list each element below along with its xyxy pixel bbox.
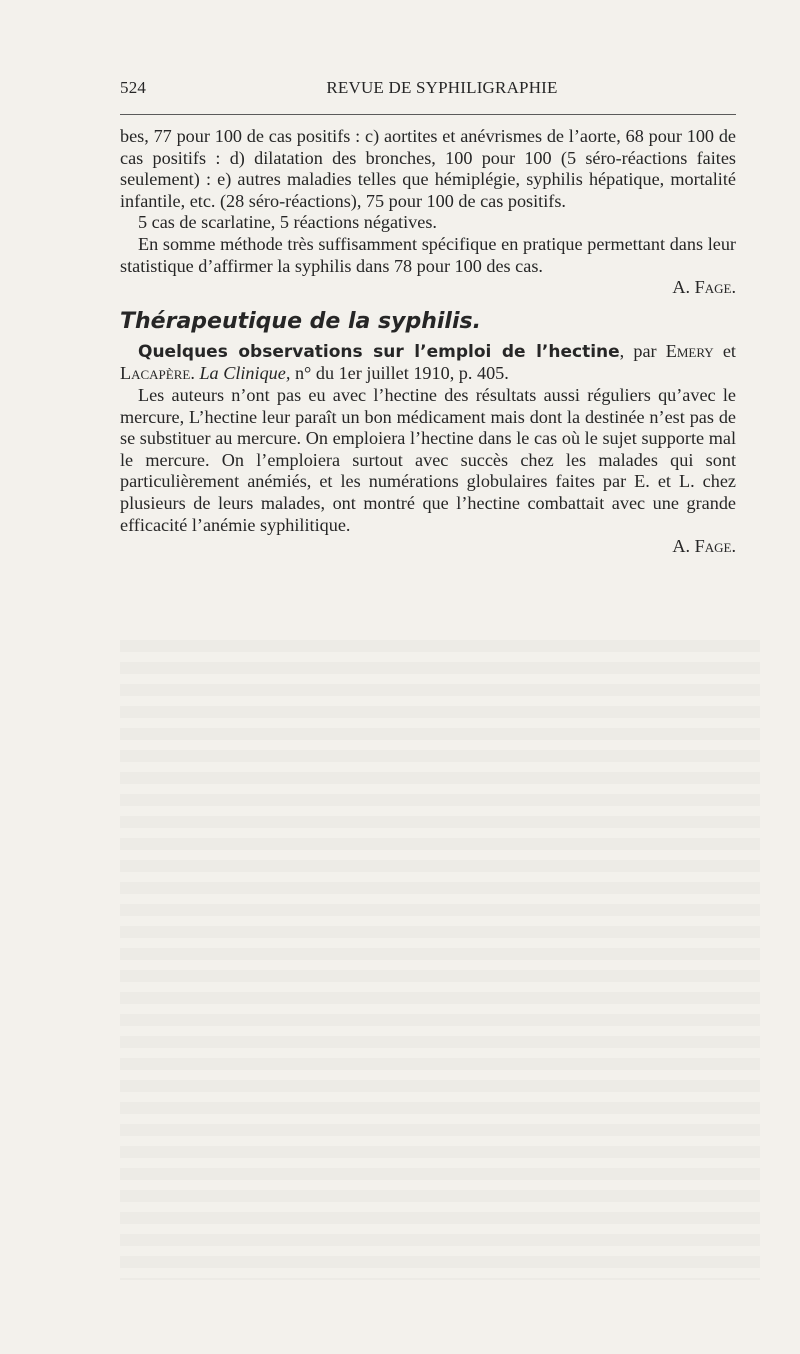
article-title: Quelques observations sur l’emploi de l’hectine	[138, 341, 620, 362]
page-header	[120, 74, 736, 104]
paragraph-scarlatine: 5 cas de scarlatine, 5 réactions négatives.	[138, 212, 437, 233]
paragraph-continuation: bes, 77 pour 100 de cas positifs : c) aortites et anévrismes de l’aorte, 68 pour 100 de cas positifs : d) dilatation des bronches, 100 pour 100 (5 séro-réactions faites seulement) : e) autres maladies telles que hémiplégie, syphilis hépatique, mortalité infantile, etc. (28 séro-réactions), 75 pour 100 de cas positifs.	[120, 126, 736, 211]
page-number: 524	[120, 78, 147, 97]
journal-name: La Clinique,	[199, 363, 291, 384]
author-emery: Emery	[665, 340, 714, 361]
signature-1: A. Fage.	[672, 277, 736, 298]
running-title: REVUE DE SYPHILIGRAPHIE	[326, 78, 558, 97]
show-through-background	[120, 640, 760, 1280]
paragraph-conclusion: En somme méthode très suffisamment spécifique en pratique permettant dans leur statistique d’affirmer la syphilis dans 78 pour 100 des cas.	[120, 233, 736, 276]
header-rule	[120, 114, 736, 115]
page-body	[120, 126, 736, 558]
citation: n° du 1er juillet 1910, p. 405.	[290, 363, 509, 384]
section-title: Thérapeutique de la syphilis.	[120, 308, 481, 334]
signature-2: A. Fage.	[672, 536, 736, 557]
article-body: Les auteurs n’ont pas eu avec l’hectine des résultats aussi réguliers qu’avec le mercure, L’hectine leur paraît un bon médicament mais dont la destinée n’est pas de se substituer au mercure. On emploiera l’hectine dans le cas où le sujet supporte mal le mercure. On l’emploiera surtout avec succès chez les malades qui sont particulièrement anémiés, et les numérations globulaires faites par E. et L. chez plusieurs de leurs malades, ont montré que l’hectine combattait avec une grande efficacité l’anémie syphilitique.	[120, 384, 736, 535]
author-lacapere: Lacapère	[120, 363, 191, 384]
article-reference: Quelques observations sur l’emploi de l’hectine, par Emery et Lacapère. La Clinique, n° du 1er juillet 1910, p. 405.	[120, 340, 736, 384]
